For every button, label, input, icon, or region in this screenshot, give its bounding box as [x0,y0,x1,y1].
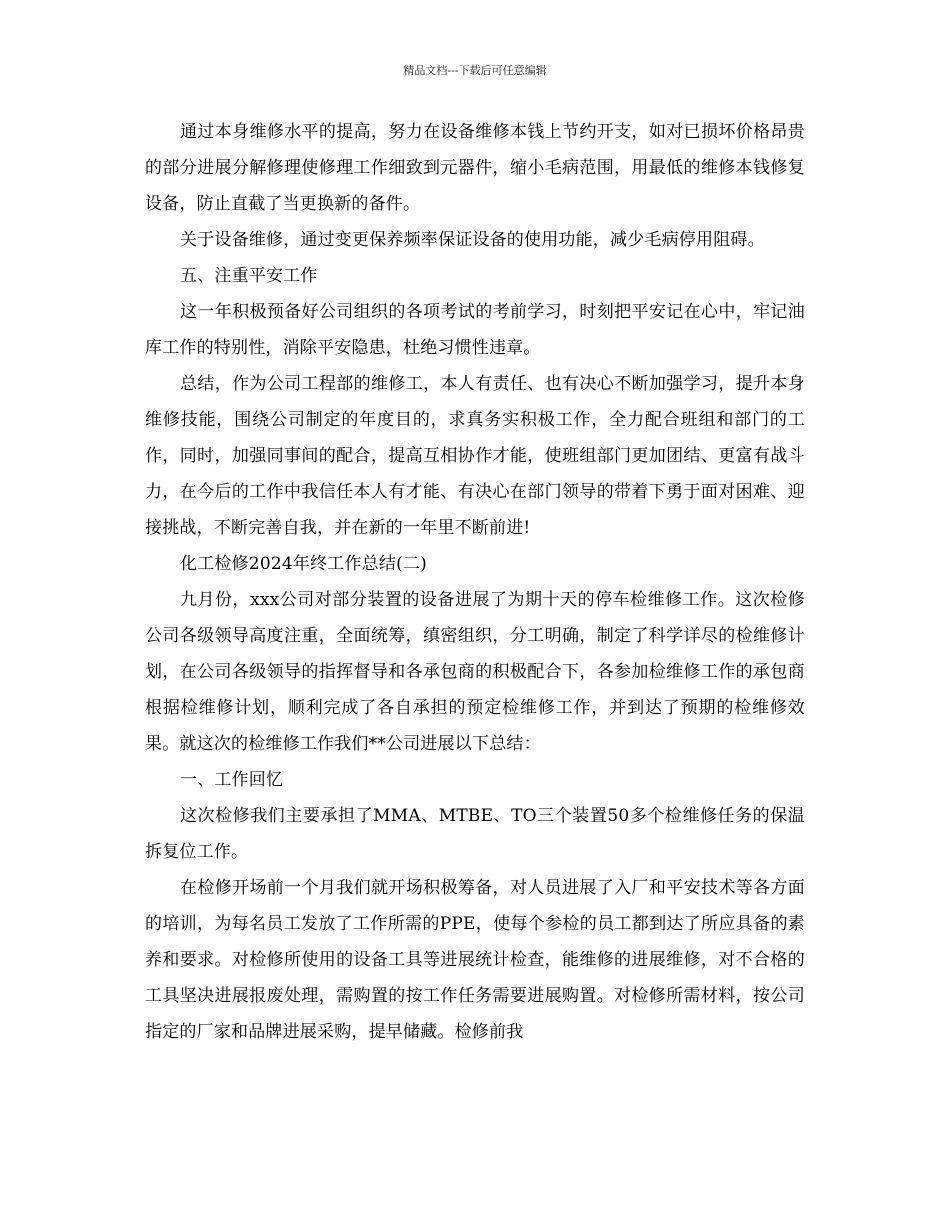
paragraph-maintenance-frequency: 关于设备维修，通过变更保养频率保证设备的使用功能，减少毛病停用阻碍。 [180,230,765,250]
paragraph-maintenance-cost: 通过本身维修水平的提高，努力在设备维修本钱上节约开支，如对已损坏价格昂贵的部分进展分解修理使修理工作细致到元器件，缩小毛病范围，用最低的维修本钱修复设备，防止直截了当更换新的备件。 [145,122,805,214]
document-body [145,114,805,1050]
section-heading-review: 一、工作回忆 [180,770,284,790]
section-heading-safety: 五、注重平安工作 [180,266,318,286]
page-header: 精品文档---下载后可任意编辑 [403,64,547,77]
paragraph-tasks: 这次检修我们主要承担了MMA、MTBE、TO三个装置50多个检维修任务的保温拆复位工作。 [145,806,805,862]
paragraph-preparation: 在检修开场前一个月我们就开场积极筹备，对人员进展了入厂和平安技术等各方面的培训，为每名员工发放了工作所需的PPE，使每个参检的员工都到达了所应具备的素养和要求。对检修所使用的设备工具等进展统计检查，能维修的进展维修，对不合格的工具坚决进展报废处理，需购置的按工作任务需要进展购置。对检修所需材料，按公司指定的厂家和品牌进展采购，提早储藏。检修前我 [145,878,805,1042]
document-subtitle: 化工检修2024年终工作总结(二) [180,554,427,574]
paragraph-summary: 总结，作为公司工程部的维修工，本人有责任、也有决心不断加强学习，提升本身维修技能，围绕公司制定的年度目的，求真务实积极工作，全力配合班组和部门的工作，同时，加强同事间的配合，提高互相协作才能，使班组部门更加团结、更富有战斗力，在今后的工作中我信任本人有才能、有决心在部门领导的带着下勇于面对困难、迎接挑战，不断完善自我，并在新的一年里不断前进! [145,374,805,538]
paragraph-september-overhaul: 九月份，xxx公司对部分装置的设备进展了为期十天的停车检维修工作。这次检修公司各级领导高度注重，全面统筹，缜密组织，分工明确，制定了科学详尽的检维修计划，在公司各级领导的指挥督导和各承包商的积极配合下，各参加检维修工作的承包商根据检维修计划，顺利完成了各自承担的预定检维修工作，并到达了预期的检维修效果。就这次的检维修工作我们**公司进展以下总结： [145,590,805,754]
paragraph-safety: 这一年积极预备好公司组织的各项考试的考前学习，时刻把平安记在心中，牢记油库工作的特别性，消除平安隐患，杜绝习惯性违章。 [145,302,805,358]
